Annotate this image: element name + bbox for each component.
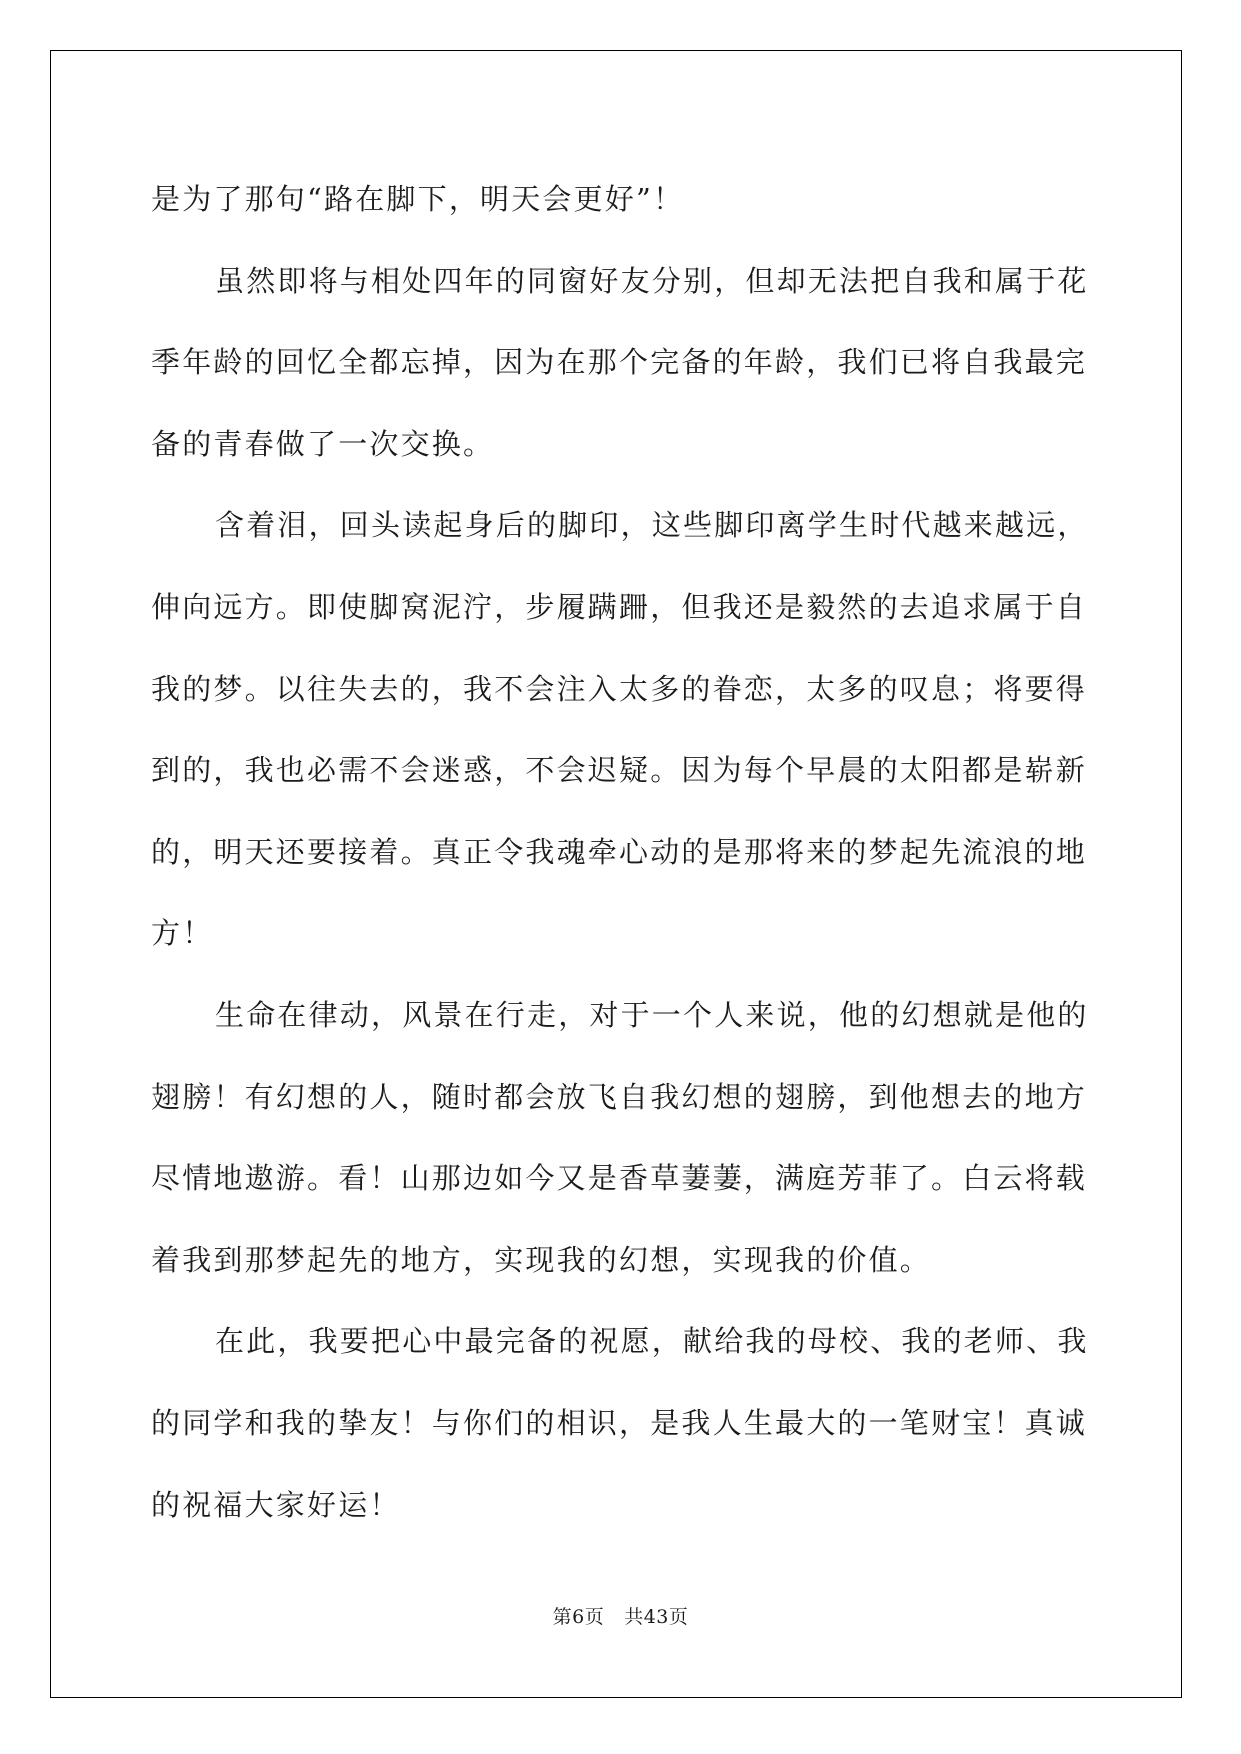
page-number-current: 第6页 (552, 1606, 605, 1628)
page-number-total: 共43页 (624, 1606, 689, 1628)
text-line: 备的青春做了一次交换。 (151, 426, 495, 461)
text-line: 的同学和我的挚友！与你们的相识，是我人生最大的一笔财宝！真诚 (151, 1405, 1088, 1440)
text-line: 在此，我要把心中最完备的祝愿，献给我的母校、我的老师、我 (215, 1324, 1089, 1359)
page-footer (0, 1602, 1241, 1629)
text-line: 生命在律动，风景在行走，对于一个人来说，他的幻想就是他的 (215, 997, 1089, 1032)
text-line: 尽情地遨游。看！山那边如今又是香草萋萋，满庭芳菲了。白云将载 (151, 1161, 1088, 1196)
text-line: 伸向远方。即使脚窝泥泞，步履蹒跚，但我还是毅然的去追求属于自 (151, 589, 1088, 624)
text-line: 到的，我也必需不会迷惑，不会迟疑。因为每个早晨的太阳都是崭新 (151, 753, 1088, 788)
text-line: 季年龄的回忆全都忘掉，因为在那个完备的年龄，我们已将自我最完 (151, 345, 1088, 380)
text-line: 方！ (151, 916, 214, 951)
text-line: 翅膀！有幻想的人，随时都会放飞自我幻想的翅膀，到他想去的地方 (151, 1079, 1088, 1114)
document-body (151, 159, 1087, 1546)
text-line: 着我到那梦起先的地方，实现我的幻想，实现我的价值。 (151, 1242, 932, 1277)
text-line: 含着泪，回头读起身后的脚印，这些脚印离学生时代越来越远， (215, 508, 1089, 543)
text-line: 我的梦。以往失去的，我不会注入太多的眷恋，太多的叹息；将要得 (151, 671, 1088, 706)
text-line: 虽然即将与相处四年的同窗好友分别，但却无法把自我和属于花 (215, 263, 1089, 298)
text-line: 的祝福大家好运！ (151, 1487, 401, 1522)
text-line: 是为了那句“路在脚下，明天会更好”！ (151, 182, 685, 216)
text-line: 的，明天还要接着。真正令我魂牵心动的是那将来的梦起先流浪的地 (151, 834, 1088, 869)
